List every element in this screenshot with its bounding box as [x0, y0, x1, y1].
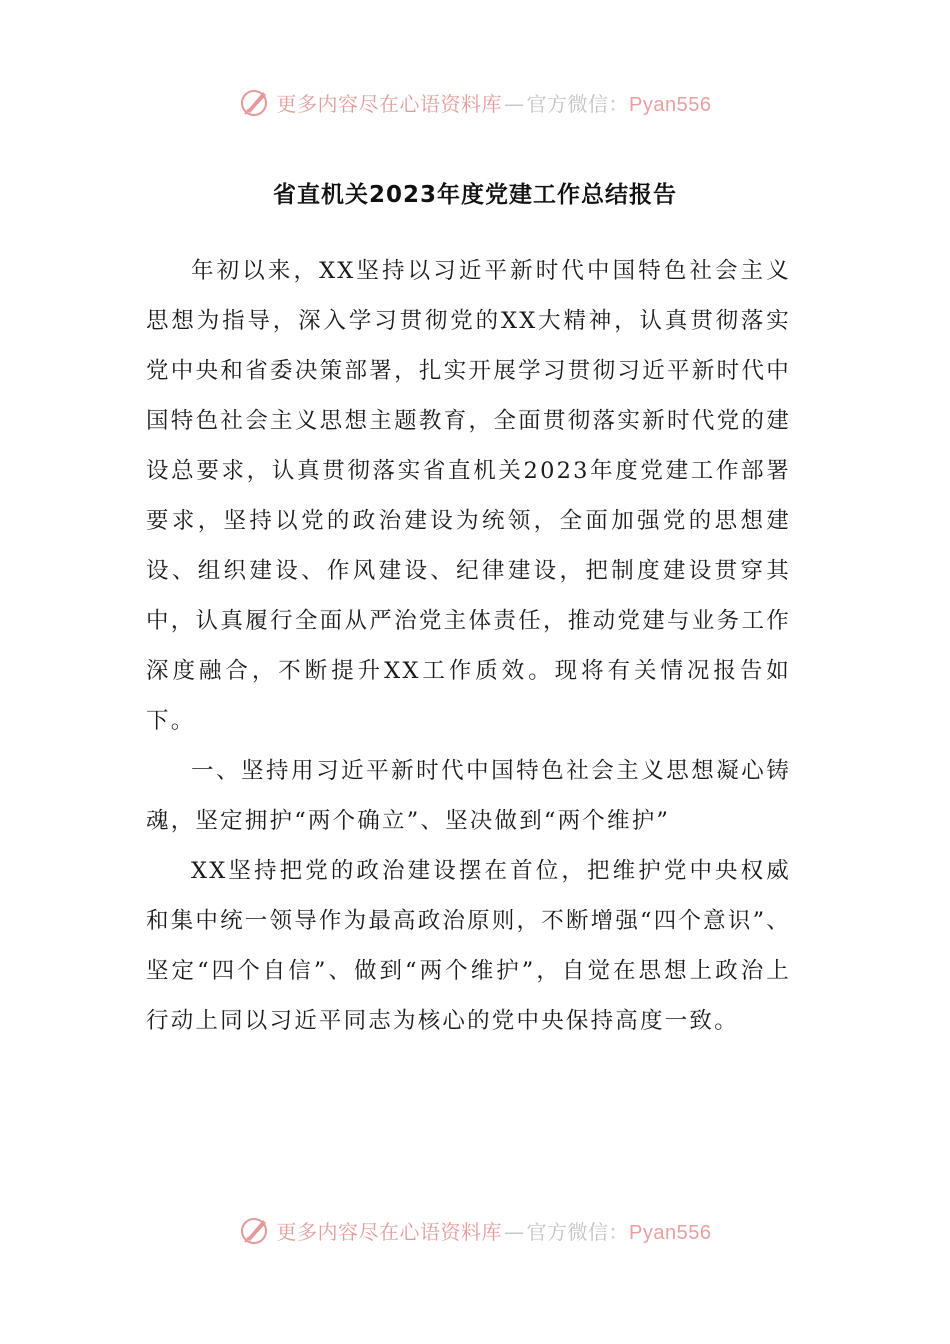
watermark-label: 官方微信：	[526, 91, 630, 116]
watermark-site: 更多内容尽在心语资料库	[276, 91, 503, 116]
footer-watermark	[0, 1208, 950, 1252]
watermark-separator: —	[504, 1219, 525, 1244]
section-heading-1: 一、坚持用习近平新时代中国特色社会主义思想凝心铸魂，坚定拥护“两个确立”、坚决做到“两个维护”	[146, 758, 791, 834]
paragraph-section-1: XX坚持把党的政治建设摆在首位，把维护党中央权威和集中统一领导作为最高政治原则，不断增强“四个意识”、坚定“四个自信”、做到“两个维护”，自觉在思想上政治上行动上同以习近平同志为核心的党中央保持高度一致。	[146, 858, 791, 1034]
paragraph-intro: 年初以来，XX坚持以习近平新时代中国特色社会主义思想为指导，深入学习贯彻党的XX大精神，认真贯彻落实党中央和省委决策部署，扎实开展学习贯彻习近平新时代中国特色社会主义思想主题教育，全面贯彻落实新时代党的建设总要求，认真贯彻落实省直机关2023年度党建工作部署要求，坚持以党的政治建设为统领，全面加强党的思想建设、组织建设、作风建设、纪律建设，把制度建设贯穿其中，认真履行全面从严治党主体责任，推动党建与业务工作深度融合，不断提升XX工作质效。现将有关情况报告如下。	[146, 258, 791, 734]
watermark-text	[277, 88, 712, 117]
watermark-separator: —	[504, 91, 525, 116]
header-watermark	[0, 80, 950, 124]
quill-logo-icon	[239, 86, 271, 118]
quill-logo-icon	[239, 1214, 271, 1246]
document-body	[146, 246, 791, 1046]
watermark-wechat-id: Pyan556	[629, 1221, 712, 1244]
document-title: 省直机关2023年度党建工作总结报告	[272, 182, 677, 208]
watermark-text	[277, 1216, 712, 1245]
watermark-label: 官方微信：	[526, 1219, 630, 1244]
watermark-site: 更多内容尽在心语资料库	[276, 1219, 503, 1244]
watermark-wechat-id: Pyan556	[629, 93, 712, 116]
